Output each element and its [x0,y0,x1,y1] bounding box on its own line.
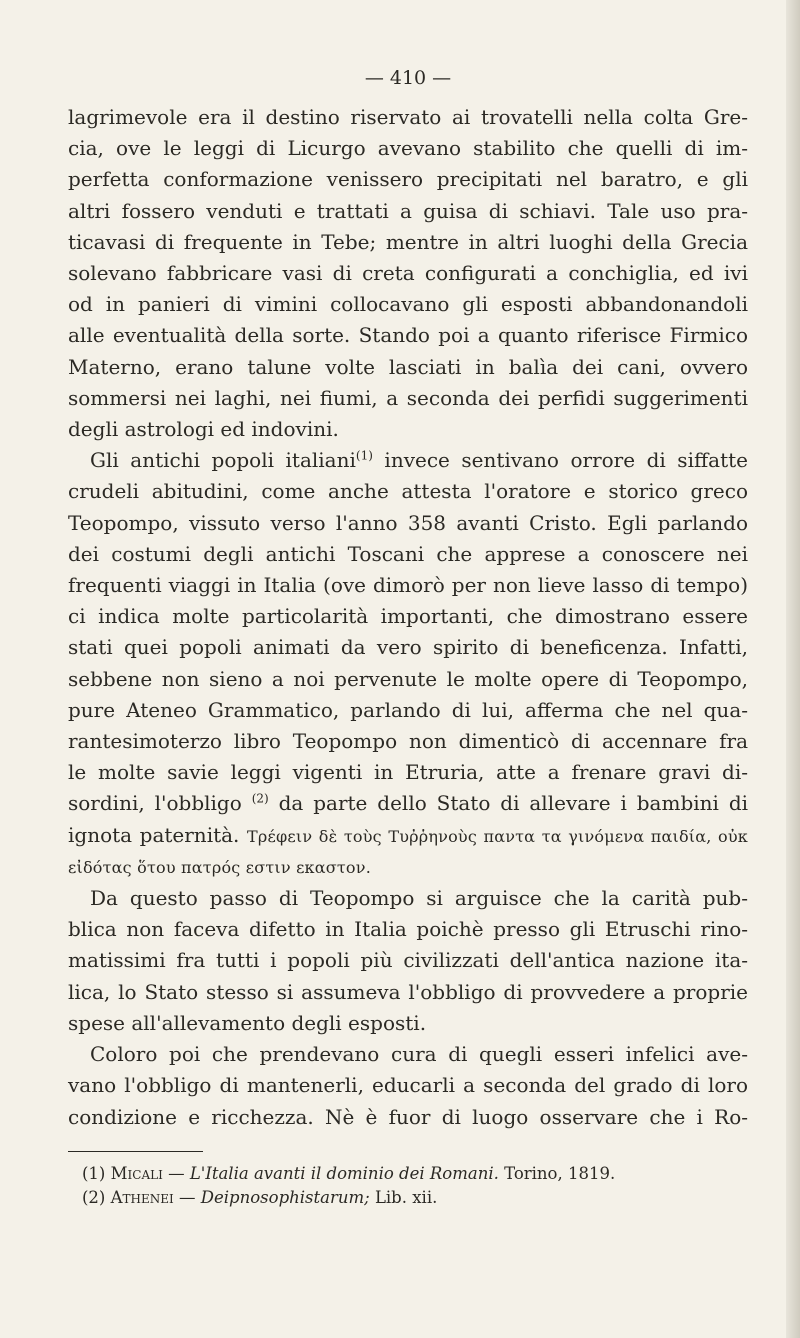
paragraph-1 [68,102,748,445]
paragraph-2 [68,445,748,883]
text-line: lica, lo Stato stesso si assumeva l'obbligo di provvedere a proprie [68,979,748,1004]
text-line-with-note [68,788,748,819]
text-line: sommersi nei laghi, nei fiumi, a seconda dei perfidi suggerimenti [68,385,748,410]
text-line: altri fossero venduti e trattati a guisa di schiavi. Tale uso pra- [68,198,748,223]
footnote-1 [68,1162,748,1186]
text-line: stati quei popoli animati da vero spirito di beneficenza. Infatti, [68,635,748,660]
text-fragment: sordini, l'obbligo [68,791,242,816]
text-line: ci indica molte particolarità importanti, che dimostrano essere [68,604,748,629]
text-line: Coloro poi che prendevano cura di quegli esseri infelici ave- [90,1042,748,1067]
text-line: le molte savie leggi vigenti in Etruria, atte a frenare gravi di- [68,760,748,785]
text-line: Materno, erano talune volte lasciati in balìa dei cani, ovvero [68,354,748,379]
text-line: Da questo passo di Teopompo si arguisce che la carità pub- [90,886,748,911]
text-line: frequenti viaggi in Italia (ove dimorò per non lieve lasso di tempo) [68,573,748,598]
footnote-title: L'Italia avanti il dominio dei Romani. [189,1163,499,1183]
footnote-ref-2: (2) [251,791,269,806]
paragraph-4 [68,1039,748,1133]
footnote-marker: (1) [82,1163,106,1183]
page-edge-shadow [786,0,800,1338]
footnote-title: Deipnosophistarum; [200,1187,370,1207]
text-line: condizione e ricchezza. Nè è fuor di luogo osservare che i Ro- [68,1104,748,1129]
text-line: pure Ateneo Grammatico, parlando di lui, afferma che nel qua- [68,697,748,722]
footnote-rest: Torino, 1819. [504,1163,616,1183]
footnote-author: Micali [110,1163,163,1183]
text-line: matissimi fra tutti i popoli più civilizzati dell'antica nazione ita- [68,948,748,973]
greek-quote: εἰδότας ὅτου πατρός εστιν εκαστον. [68,857,371,877]
page-number: — 410 — [364,67,452,89]
text-line-with-greek [68,820,748,852]
text-fragment: Gli antichi popoli italiani [90,448,356,473]
text-line: ticavasi di frequente in Tebe; mentre in altri luoghi della Grecia [68,229,748,254]
footnote-author: Athenei [110,1187,174,1207]
text-line: solevano fabbricare vasi di creta configurati a conchiglia, ed ivi [68,261,748,286]
text-line: dei costumi degli antichi Toscani che apprese a conoscere nei [68,541,748,566]
text-fragment: ignota paternità. [68,822,240,847]
footnote-marker: (2) [82,1187,106,1207]
paragraph-3 [68,883,748,1039]
text-line: vano l'obbligo di mantenerli, educarli a seconda del grado di loro [68,1073,748,1098]
footnote-divider [68,1151,203,1152]
text-fragment: da parte dello Stato di allevare i bambini di [278,791,749,816]
text-line: rantesimoterzo libro Teopompo non dimenticò di accennare fra [68,729,748,754]
text-line: spese all'allevamento degli esposti. [68,1010,427,1035]
text-line: alle eventualità della sorte. Stando poi a quanto riferisce Firmico [68,323,748,348]
footnote-dash: — [179,1187,196,1207]
text-line: lagrimevole era il destino riservato ai trovatelli nella colta Gre- [68,105,748,129]
text-line: crudeli abitudini, come anche attesta l'oratore e storico greco [68,479,748,504]
footnotes [68,1162,748,1210]
footnote-rest: Lib. xii. [374,1187,438,1207]
text-fragment: invece sentivano orrore di siffatte [384,448,749,473]
text-line: cia, ove le leggi di Licurgo avevano stabilito che quelli di im- [68,136,748,161]
footnote-dash: — [168,1163,185,1183]
text-line: perfetta conformazione venissero precipitati nel baratro, e gli [68,167,748,192]
footnote-ref-1: (1) [355,448,373,463]
text-line: od in panieri di vimini collocavano gli esposti abbandonandoli [68,292,748,317]
text-line: blica non faceva difetto in Italia poichè presso gli Etruschi rino- [68,917,748,942]
text-line: sebbene non sieno a noi pervenute le molte opere di Teopompo, [68,666,748,691]
book-page [68,66,748,1210]
text-line: Teopompo, vissuto verso l'anno 358 avanti Cristo. Egli parlando [68,510,748,535]
footnote-2 [68,1186,748,1210]
text-line-with-note [68,445,748,476]
greek-quote: Τρέφειν δὲ τοὺς Τυῤῥηνοὺς παντα τα γινόμενα παιδία, οὐκ [247,826,749,846]
text-line: degli astrologi ed indovini. [68,417,339,442]
